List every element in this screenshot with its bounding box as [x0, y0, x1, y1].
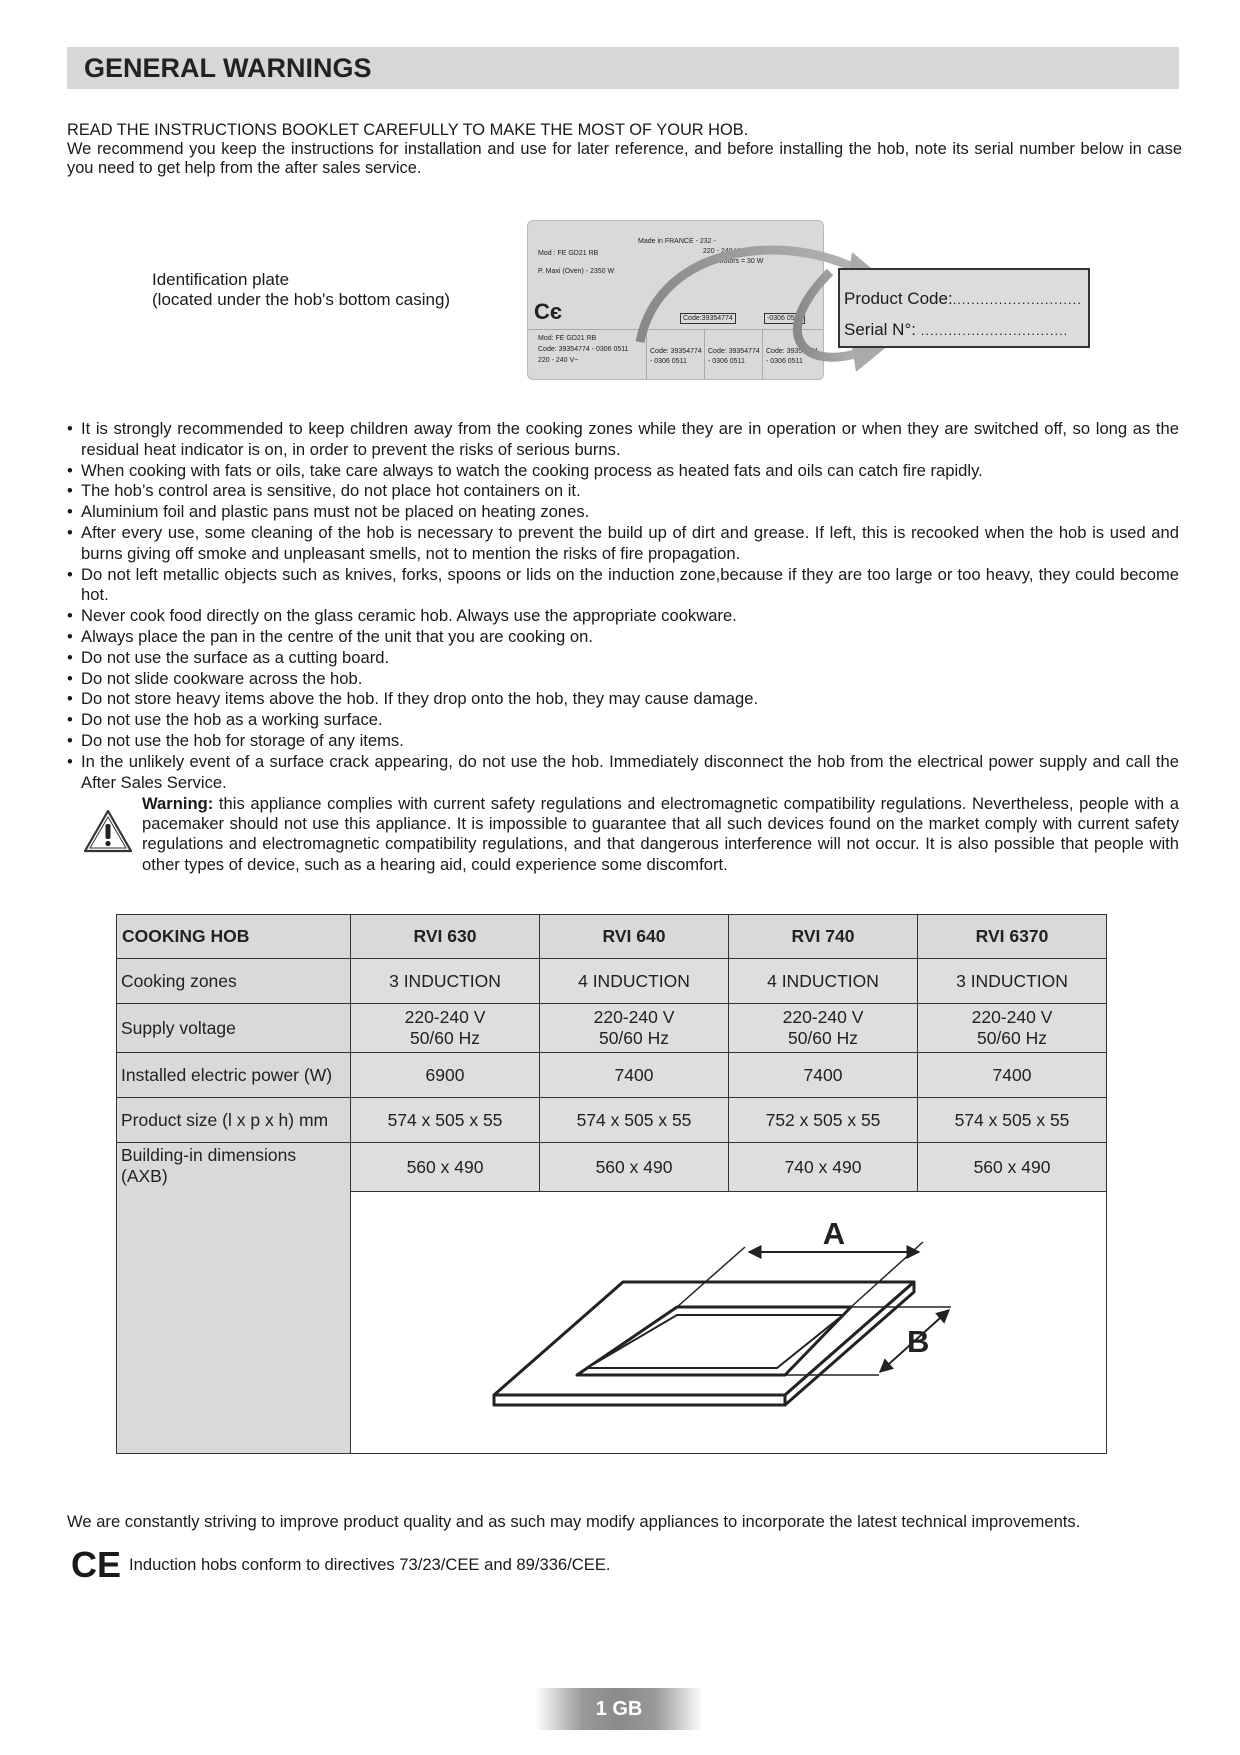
table-cell: [540, 1004, 729, 1053]
table-cell: 3 INDUCTION: [918, 959, 1107, 1004]
intro-line-2: We recommend you keep the instructions for installation and use for later reference, and before installing the hob, note its serial number below in case you need to get help from the after sales service.: [67, 140, 1182, 177]
table-cell: 4 INDUCTION: [540, 959, 729, 1004]
table-cell: 560 x 490: [540, 1143, 729, 1192]
plate-stub-date: - 0306 0511: [766, 358, 803, 365]
plate-code-2: Code: 39354774 - 0306 0511: [538, 346, 629, 353]
table-cell: 7400: [918, 1053, 1107, 1098]
plate-voltage: 220 - 240 V~: [703, 248, 744, 255]
plate-maxi: P. Maxi (Oven) - 2350 W: [538, 268, 615, 275]
table-cell: [351, 1004, 540, 1053]
plate-stub-code: Code: 39354774: [766, 348, 818, 355]
table-cell: 740 x 490: [729, 1143, 918, 1192]
list-item: • It is strongly recommended to keep children away from the cooking zones while they are in operation or when they are switched off, so long as the residual heat indicator is on, in order to prevent the risks of serious burns.: [67, 419, 1179, 461]
list-item: • Do not use the surface as a cutting board.: [67, 648, 1179, 669]
table-cell: 574 x 505 x 55: [351, 1098, 540, 1143]
cell-voltage: 220-240 V: [593, 1007, 675, 1027]
plate-made-in: Made in FRANCE - 232 -: [638, 238, 716, 245]
table-cell: 560 x 490: [918, 1143, 1107, 1192]
row-label-installed-power: Installed electric power (W): [117, 1053, 351, 1098]
list-item: • After every use, some cleaning of the hob is necessary to prevent the build up of dirt and grease. If left, this is recooked when the hob is used and burns giving off smoke and unpleasant smells, not to mention the risks of fire propagation.: [67, 523, 1179, 565]
row-label-cooking-zones: Cooking zones: [117, 959, 351, 1004]
table-cell: 7400: [540, 1053, 729, 1098]
intro-line-1: READ THE INSTRUCTIONS BOOKLET CAREFULLY TO MAKE THE MOST OF YOUR HOB.: [67, 121, 749, 139]
cell-voltage: 220-240 V: [782, 1007, 864, 1027]
cell-voltage: 220-240 V: [404, 1007, 486, 1027]
identification-plate-label: [152, 270, 450, 310]
cell-frequency: 50/60 Hz: [598, 1028, 670, 1048]
table-header-cell: RVI 640: [540, 915, 729, 959]
plate-mod-2: Mod: FE GD21 RB: [538, 335, 597, 342]
list-item: • Do not use the hob for storage of any items.: [67, 731, 1179, 752]
building-in-label: Building-in dimensions: [121, 1145, 297, 1165]
table-row: [117, 959, 1107, 1004]
id-plate-label-1: Identification plate: [152, 270, 290, 289]
building-in-diagram: [351, 1192, 1106, 1448]
table-header-cell: RVI 630: [351, 915, 540, 959]
product-code-dots: ............................: [952, 292, 1082, 307]
specifications-table: [116, 914, 1107, 1454]
serial-number-dots: ................................: [920, 323, 1069, 338]
list-item: • The hob’s control area is sensitive, do not place hot containers on it.: [67, 481, 1179, 502]
product-code-box: [838, 268, 1090, 348]
table-row: [117, 1004, 1107, 1053]
plate-ce-icon: Cє: [534, 299, 563, 324]
warning-label: Warning:: [142, 794, 214, 813]
table-cell: 4 INDUCTION: [729, 959, 918, 1004]
plate-code-box: Code:39354774: [680, 313, 736, 324]
improvement-note: We are constantly striving to improve product quality and as such may modify appliances to incorporate the latest technical improvements.: [67, 1512, 1081, 1531]
plate-stub-date: - 0306 0511: [650, 358, 687, 365]
row-label-product-size: Product size (l x p x h) mm: [117, 1098, 351, 1143]
list-item: • Do not store heavy items above the hob. If they drop onto the hob, they may cause damage.: [67, 689, 1179, 710]
table-cell: 6900: [351, 1053, 540, 1098]
cell-frequency: 50/60 Hz: [787, 1028, 859, 1048]
page-title: GENERAL WARNINGS: [67, 47, 1179, 89]
row-label-building-in: [117, 1143, 351, 1454]
warnings-list: [67, 419, 1179, 793]
table-header-cell: COOKING HOB: [117, 915, 351, 959]
cell-frequency: 50/60 Hz: [976, 1028, 1048, 1048]
id-plate-label-2: (located under the hob's bottom casing): [152, 290, 451, 309]
pacemaker-warning: [142, 794, 1179, 875]
plate-date-box: -0306 0511: [764, 313, 805, 324]
dimension-label-a: A: [822, 1216, 846, 1251]
building-in-label-axb: (AXB): [121, 1166, 168, 1186]
list-item: • Do not use the hob as a working surface.: [67, 710, 1179, 731]
table-row: [117, 1053, 1107, 1098]
cell-voltage: 220-240 V: [971, 1007, 1053, 1027]
dimension-label-b: B: [907, 1324, 930, 1359]
table-header-cell: RVI 6370: [918, 915, 1107, 959]
plate-stub-code: Code: 39354774: [650, 348, 702, 355]
serial-number-label: Serial N°:: [844, 320, 916, 339]
table-cell: [729, 1004, 918, 1053]
product-code-label: Product Code:: [844, 289, 953, 308]
warning-triangle-icon: [82, 808, 134, 854]
list-item: • Aluminium foil and plastic pans must not be placed on heating zones.: [67, 502, 1179, 523]
table-cell: 560 x 490: [351, 1143, 540, 1192]
table-header-row: [117, 915, 1107, 959]
warning-text: this appliance complies with current safety regulations and electromagnetic compatibility regulations. Nevertheless, people with a pacemaker should not use this appliance. It is impossible to guarantee that all such devices found on the market comply with current safety regulations and electromagnetic compatibility regulations, and that dangerous interference will not occur. It is also possible that people with other types of device, such as a hearing aid, could experience some discomfort.: [142, 794, 1179, 874]
serial-number-line: [844, 315, 1088, 346]
table-row: [117, 1143, 1107, 1192]
row-label-supply-voltage: Supply voltage: [117, 1004, 351, 1053]
list-item: • Always place the pan in the centre of the unit that you are cooking on.: [67, 627, 1179, 648]
building-in-diagram-cell: [351, 1192, 1107, 1454]
cell-frequency: 50/60 Hz: [409, 1028, 481, 1048]
product-code-line: [844, 284, 1088, 315]
ce-mark-icon: CE: [71, 1544, 122, 1585]
plate-voltage-2: 220 - 240 V~: [538, 357, 579, 364]
table-cell: 3 INDUCTION: [351, 959, 540, 1004]
list-item: • Never cook food directly on the glass ceramic hob. Always use the appropriate cookware.: [67, 606, 1179, 627]
table-header-cell: RVI 740: [729, 915, 918, 959]
table-cell: 574 x 505 x 55: [918, 1098, 1107, 1143]
ce-compliance-note: Induction hobs conform to directives 73/23/CEE and 89/336/CEE.: [129, 1555, 611, 1574]
table-row: [117, 1098, 1107, 1143]
page-number: 1 GB: [535, 1688, 703, 1730]
plate-motors: P. Motors = 30 W: [710, 258, 764, 265]
plate-stub-code: Code: 39354774: [708, 348, 760, 355]
plate-stub-date: - 0306 0511: [708, 358, 745, 365]
intro-section: [67, 121, 1182, 178]
table-cell: 752 x 505 x 55: [729, 1098, 918, 1143]
table-cell: 7400: [729, 1053, 918, 1098]
table-cell: 574 x 505 x 55: [540, 1098, 729, 1143]
list-item: • When cooking with fats or oils, take care always to watch the cooking process as heated fats and oils can catch fire rapidly.: [67, 461, 1179, 482]
table-cell: [918, 1004, 1107, 1053]
list-item: • In the unlikely event of a surface crack appearing, do not use the hob. Immediately disconnect the hob from the electrical power supply and call the After Sales Service.: [67, 752, 1179, 794]
list-item: • Do not left metallic objects such as knives, forks, spoons or lids on the induction zone,because if they are too large or too heavy, they could become hot.: [67, 565, 1179, 607]
plate-mod: Mod : FE GD21 RB: [538, 250, 599, 257]
list-item: • Do not slide cookware across the hob.: [67, 669, 1179, 690]
